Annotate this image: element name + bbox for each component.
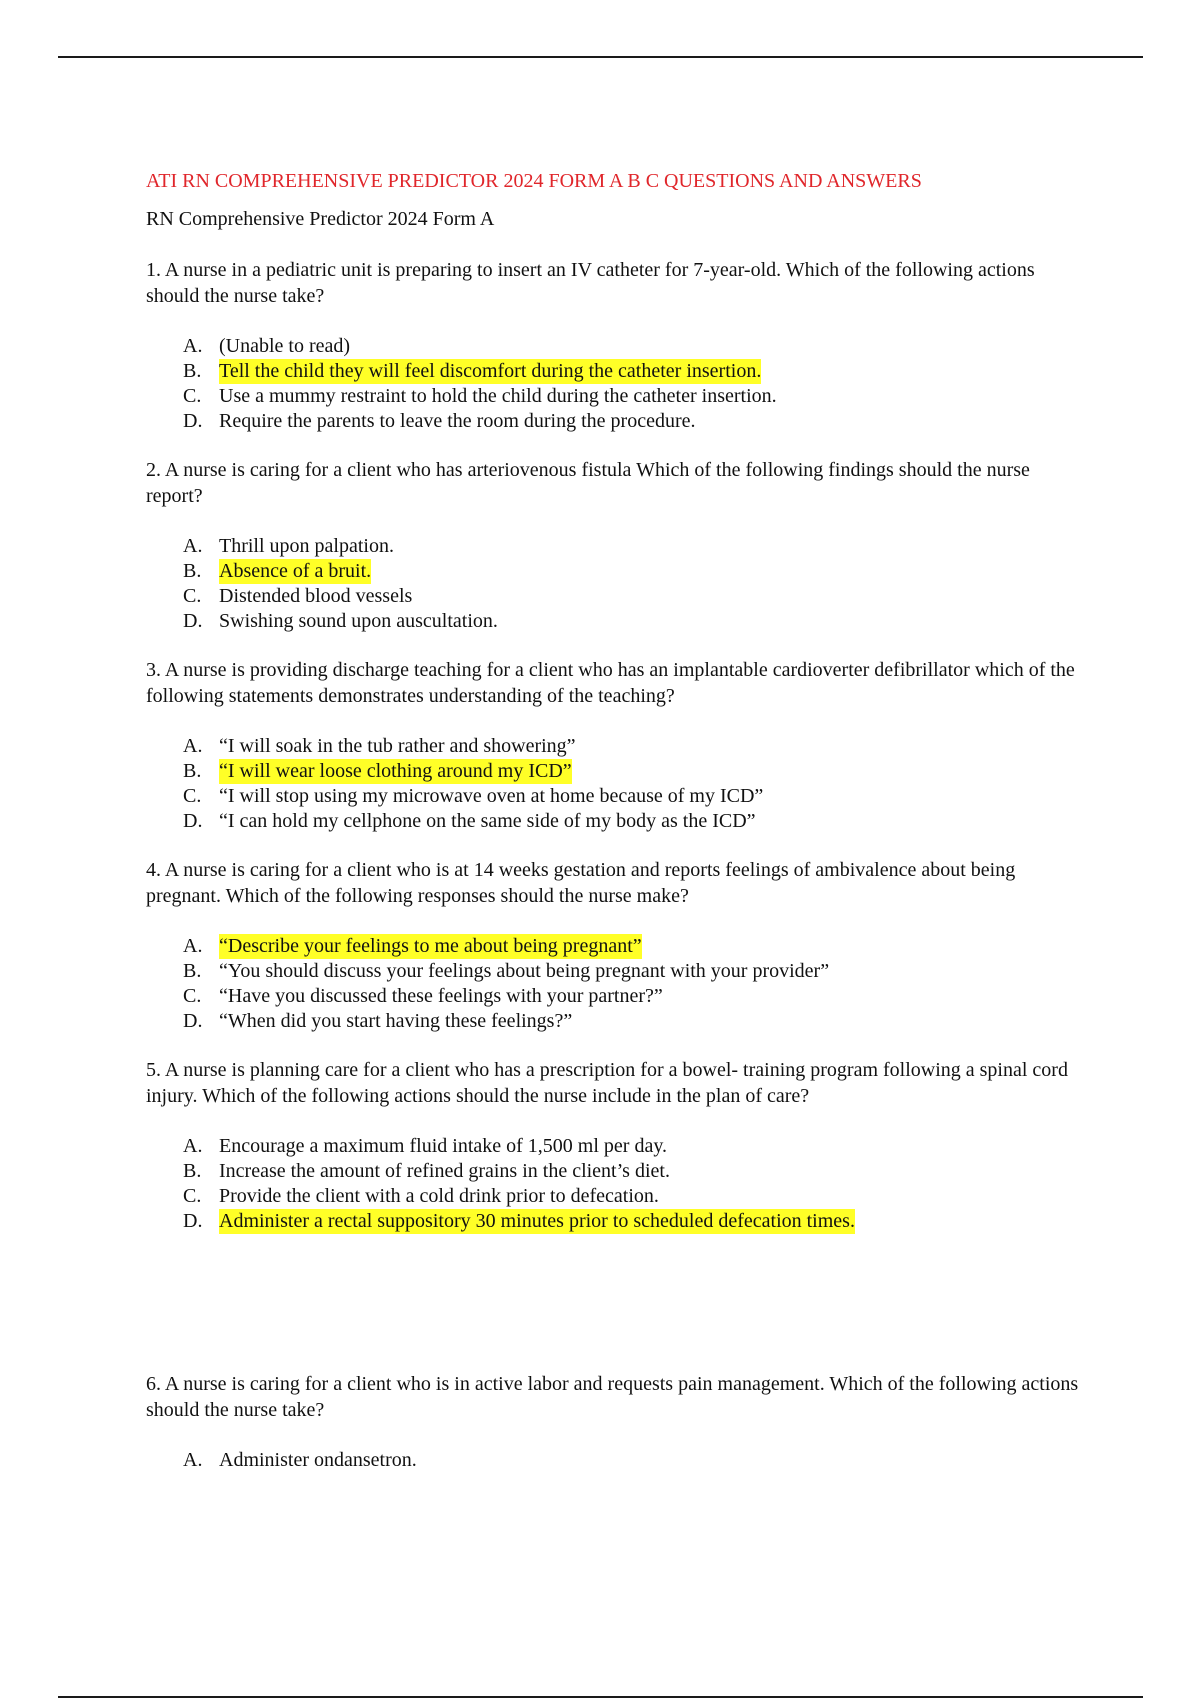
option-text: (Unable to read) bbox=[219, 335, 351, 357]
option-letter: D. bbox=[183, 410, 203, 432]
question-stem: 3. A nurse is providing discharge teaching for a client who has an implantable cardioverter defibrillator which of the following statements demonstrates understanding of the teaching? bbox=[146, 659, 1075, 707]
option-text: Encourage a maximum fluid intake of 1,500 ml per day. bbox=[219, 1135, 668, 1157]
option-text: “I can hold my cellphone on the same side of my body as the ICD” bbox=[219, 810, 756, 832]
option-letter: B. bbox=[183, 360, 202, 382]
option-letter: C. bbox=[183, 1185, 202, 1207]
correct-answer-highlight: Tell the child they will feel discomfort during the catheter insertion. bbox=[219, 360, 762, 382]
option-letter: C. bbox=[183, 985, 202, 1007]
option-letter: C. bbox=[183, 785, 202, 807]
document-page bbox=[146, 166, 1086, 1473]
top-rule bbox=[58, 56, 1143, 58]
answer-option bbox=[183, 559, 1086, 584]
option-letter: B. bbox=[183, 760, 202, 782]
answer-options bbox=[183, 1448, 1086, 1473]
option-letter: D. bbox=[183, 1010, 203, 1032]
answer-options bbox=[183, 534, 1086, 634]
option-text: Swishing sound upon auscultation. bbox=[219, 610, 498, 632]
option-letter: D. bbox=[183, 1210, 203, 1232]
option-text: Administer ondansetron. bbox=[219, 1449, 417, 1471]
option-letter: C. bbox=[183, 585, 202, 607]
question-block bbox=[146, 1371, 1086, 1473]
option-letter: C. bbox=[183, 385, 202, 407]
option-letter: D. bbox=[183, 610, 203, 632]
option-text: “Have you discussed these feelings with your partner?” bbox=[219, 985, 663, 1007]
answer-options bbox=[183, 934, 1086, 1034]
option-text: Distended blood vessels bbox=[219, 585, 413, 607]
option-letter: A. bbox=[183, 1135, 203, 1157]
correct-answer-highlight: Administer a rectal suppository 30 minutes prior to scheduled defecation times. bbox=[219, 1210, 855, 1232]
answer-options bbox=[183, 734, 1086, 834]
answer-options bbox=[183, 1134, 1086, 1234]
option-text: Thrill upon palpation. bbox=[219, 535, 394, 557]
answer-option bbox=[183, 759, 1086, 784]
correct-answer-highlight: Absence of a bruit. bbox=[219, 560, 372, 582]
answer-option bbox=[183, 934, 1086, 959]
question-stem: 4. A nurse is caring for a client who is at 14 weeks gestation and reports feelings of ambivalence about being pregnant. Which of the following responses should the nurse make? bbox=[146, 859, 1016, 907]
page-gap bbox=[146, 1234, 1086, 1348]
question-block bbox=[146, 457, 1086, 634]
option-text: Require the parents to leave the room during the procedure. bbox=[219, 410, 696, 432]
answer-option bbox=[183, 734, 1086, 759]
answer-option bbox=[183, 809, 1086, 834]
correct-answer-highlight: “Describe your feelings to me about being pregnant” bbox=[219, 935, 642, 957]
answer-option bbox=[183, 1159, 1086, 1184]
option-text: Provide the client with a cold drink prior to defecation. bbox=[219, 1185, 659, 1207]
answer-option bbox=[183, 1184, 1086, 1209]
answer-option bbox=[183, 609, 1086, 634]
option-text: “When did you start having these feelings?” bbox=[219, 1010, 573, 1032]
answer-options bbox=[183, 334, 1086, 434]
question-stem: 1. A nurse in a pediatric unit is preparing to insert an IV catheter for 7-year-old. Which of the following actions should the nurse take? bbox=[146, 259, 1035, 307]
question-block bbox=[146, 1057, 1086, 1234]
option-text: “I will stop using my microwave oven at home because of my ICD” bbox=[219, 785, 764, 807]
answer-option bbox=[183, 1009, 1086, 1034]
answer-option bbox=[183, 1134, 1086, 1159]
option-text: Increase the amount of refined grains in the client’s diet. bbox=[219, 1160, 670, 1182]
question-stem: 6. A nurse is caring for a client who is in active labor and requests pain management. Which of the following actions should the nurse take? bbox=[146, 1373, 1079, 1421]
question-stem: 5. A nurse is planning care for a client who has a prescription for a bowel- training program following a spinal cord injury. Which of the following actions should the nurse include in the plan of care? bbox=[146, 1059, 1068, 1107]
option-letter: B. bbox=[183, 960, 202, 982]
option-letter: A. bbox=[183, 1449, 203, 1471]
option-text: Use a mummy restraint to hold the child during the catheter insertion. bbox=[219, 385, 777, 407]
question-block bbox=[146, 257, 1086, 434]
option-letter: D. bbox=[183, 810, 203, 832]
question-list bbox=[146, 257, 1086, 1473]
option-letter: A. bbox=[183, 535, 203, 557]
option-letter: A. bbox=[183, 935, 203, 957]
option-letter: B. bbox=[183, 1160, 202, 1182]
question-block bbox=[146, 857, 1086, 1034]
option-letter: B. bbox=[183, 560, 202, 582]
answer-option bbox=[183, 584, 1086, 609]
option-letter: A. bbox=[183, 735, 203, 757]
answer-option bbox=[183, 784, 1086, 809]
bottom-rule bbox=[58, 1696, 1143, 1698]
answer-option bbox=[183, 984, 1086, 1009]
option-text: “You should discuss your feelings about being pregnant with your provider” bbox=[219, 960, 830, 982]
form-subtitle: RN Comprehensive Predictor 2024 Form A bbox=[146, 208, 495, 230]
option-text: “I will soak in the tub rather and showering” bbox=[219, 735, 576, 757]
answer-option bbox=[183, 534, 1086, 559]
answer-option bbox=[183, 1448, 1086, 1473]
document-title: ATI RN COMPREHENSIVE PREDICTOR 2024 FORM A B C QUESTIONS AND ANSWERS bbox=[146, 170, 922, 192]
correct-answer-highlight: “I will wear loose clothing around my ICD” bbox=[219, 760, 572, 782]
option-letter: A. bbox=[183, 335, 203, 357]
question-block bbox=[146, 657, 1086, 834]
answer-option bbox=[183, 409, 1086, 434]
answer-option bbox=[183, 359, 1086, 384]
answer-option bbox=[183, 334, 1086, 359]
question-stem: 2. A nurse is caring for a client who has arteriovenous fistula Which of the following findings should the nurse report? bbox=[146, 459, 1030, 507]
answer-option bbox=[183, 1209, 1086, 1234]
answer-option bbox=[183, 959, 1086, 984]
answer-option bbox=[183, 384, 1086, 409]
